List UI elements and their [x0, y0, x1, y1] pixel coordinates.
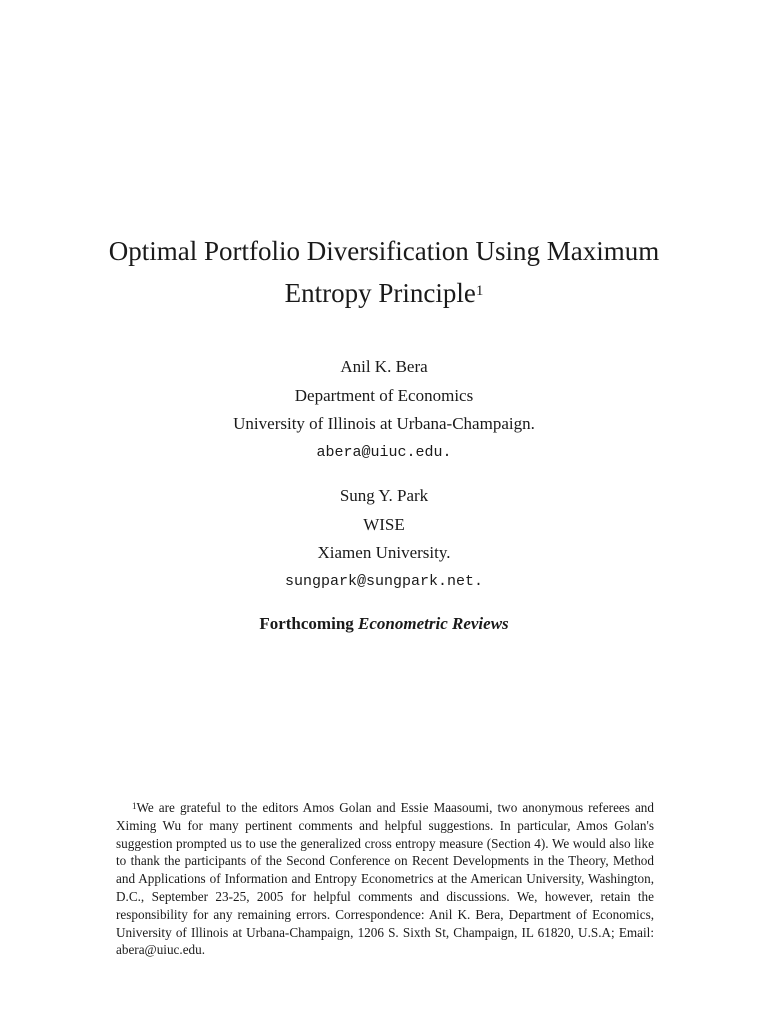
- author-block-1: [84, 353, 684, 467]
- footnote-mark: 1: [132, 801, 137, 811]
- journal-name: Econometric Reviews: [358, 614, 509, 633]
- author-block-2: [84, 482, 684, 596]
- author-name: Sung Y. Park: [339, 486, 429, 505]
- author-email: abera@uiuc.edu.: [316, 443, 452, 461]
- acknowledgement-footnote: [116, 799, 654, 959]
- author-institution: Xiamen University.: [317, 543, 451, 562]
- publication-prefix: Forthcoming: [259, 614, 354, 633]
- author-email: sungpark@sungpark.net.: [284, 572, 484, 590]
- title-line-2: Entropy Principle: [284, 278, 476, 308]
- paper-title: [84, 230, 684, 314]
- title-line-1: Optimal Portfolio Diversification Using Maximum: [108, 236, 660, 266]
- author-institution: University of Illinois at Urbana-Champaign.: [233, 414, 535, 433]
- author-name: Anil K. Bera: [340, 357, 428, 376]
- footnote-text: We are grateful to the editors Amos Golan and Essie Maasoumi, two anonymous referees and Ximing Wu for many pertinent comments and helpful suggestions. In particular, Amos Golan's suggestion prompted us to use the generalized cross entropy measure (Section 4). We would also like to thank the participants of the Second Conference on Recent Developments in the Theory, Method and Applications of Information and Entropy Econometrics at the American University, Washington, D.C., September 23-25, 2005 for helpful comments and discussions. We, however, retain the responsibility for any remaining errors. Correspondence: Anil K. Bera, Department of Economics, University of Illinois at Urbana-Champaign, 1206 S. Sixth St, Champaign, IL 61820, U.S.A; Email: abera@uiuc.edu.: [116, 800, 654, 958]
- author-department: Department of Economics: [294, 385, 474, 405]
- author-department: WISE: [363, 514, 405, 534]
- publication-note: [84, 614, 684, 634]
- title-footnote-mark[interactable]: 1: [475, 283, 484, 299]
